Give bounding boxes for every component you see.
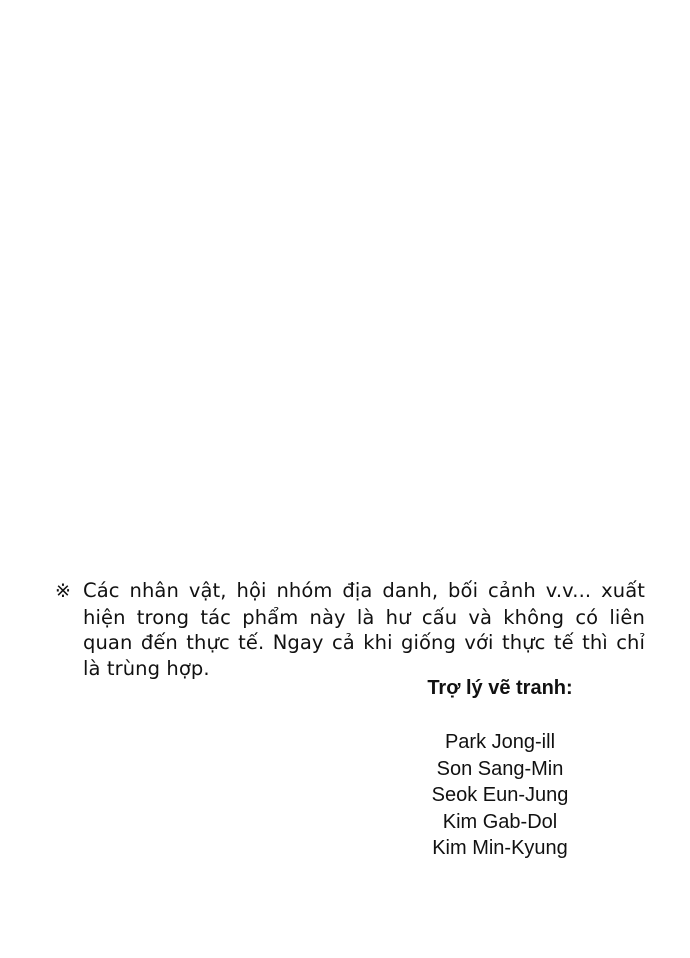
disclaimer-line-2: hiện trong tác phẩm này là hư cấu và không có liên xyxy=(83,605,645,629)
reference-mark-icon: ※ xyxy=(55,580,72,602)
disclaimer-line-3: quan đến thực tế. Ngay cả khi giống với thực tế thì chỉ xyxy=(83,631,645,654)
credits-heading: Trợ lý vẽ tranh: xyxy=(427,677,573,699)
credit-name: Kim Min-Kyung xyxy=(432,837,568,859)
disclaimer-line-4: là trùng hợp. xyxy=(83,656,210,680)
credit-name: Son Sang-Min xyxy=(436,757,564,780)
credit-name: Seok Eun-Jung xyxy=(431,784,569,806)
credit-name: Kim Gab-Dol xyxy=(442,810,558,833)
disclaimer-line-1-text: Các nhân vật, hội nhóm địa danh, bối cảnh v.v... xuất xyxy=(83,579,645,602)
disclaimer-line-1 xyxy=(55,578,645,605)
assistant-credits xyxy=(405,675,595,862)
credit-name: Park Jong-ill xyxy=(444,731,556,753)
disclaimer-text xyxy=(55,578,645,681)
